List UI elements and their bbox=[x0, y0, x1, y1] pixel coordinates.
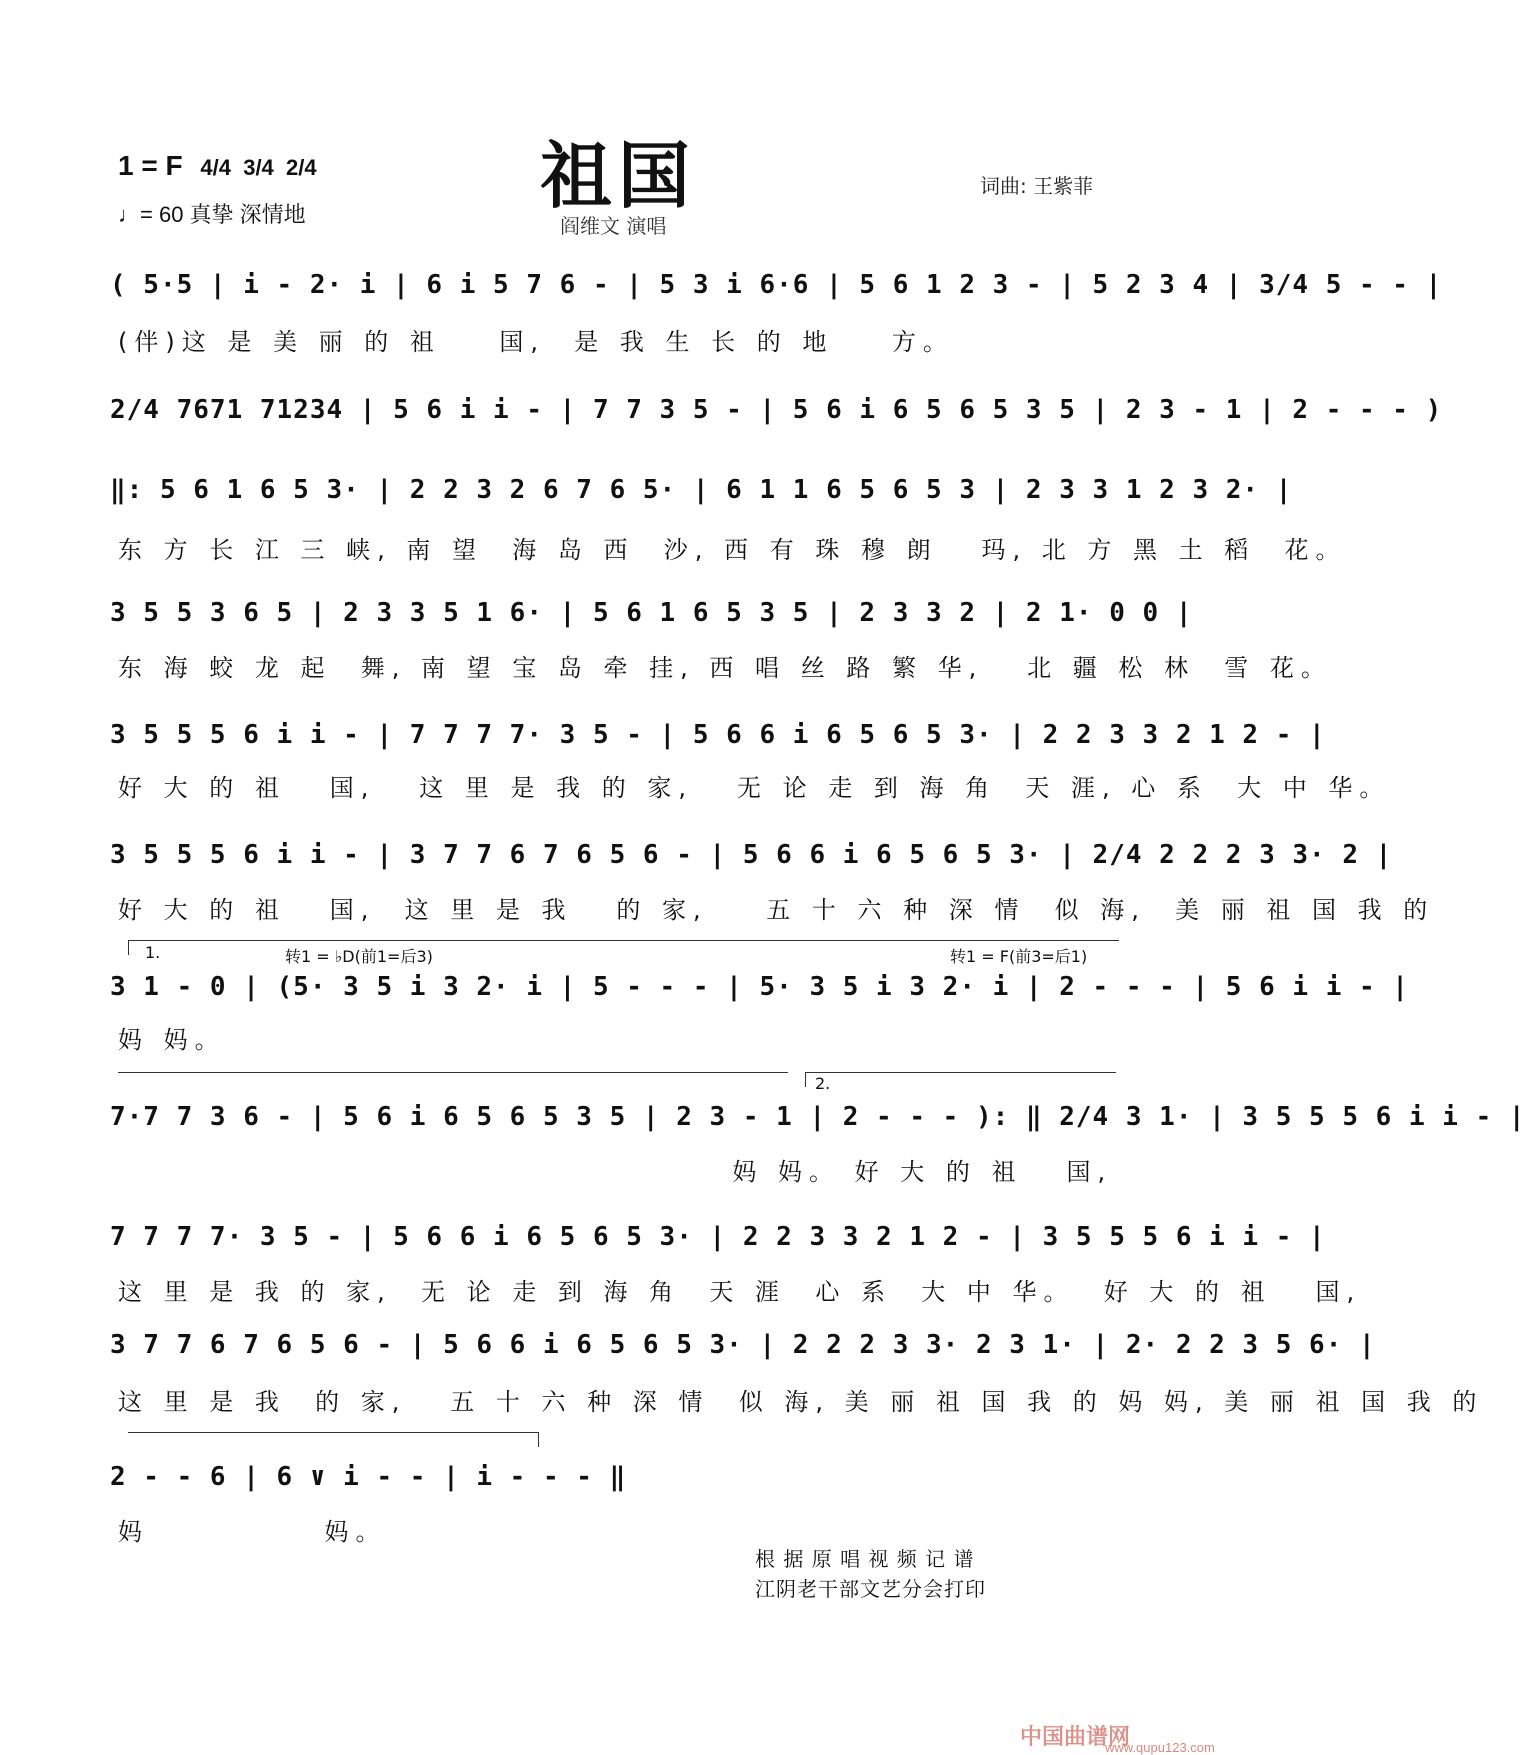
time-signatures: 4/4 3/4 2/4 bbox=[200, 154, 317, 180]
notation-system-8: 7·7 7 3 6 - | 5 6 i 6 5 6 5 3 5 | 2 3 - 1 | 2 - - - ): ‖ 2/4 3 1· | 3 5 5 5 6 i i - | bbox=[110, 1102, 1526, 1132]
lyrics-line-3: 东 方 长 江 三 峡, 南 望 海 岛 西 沙, 西 有 珠 穆 朗 玛, 北 方 黑 土 稻 花。 bbox=[118, 536, 1347, 564]
volta-bracket-2 bbox=[805, 1072, 1116, 1087]
lyrics-line-9: 这 里 是 我 的 家, 无 论 走 到 海 角 天 涯 心 系 大 中 华。 好 大 的 祖 国, bbox=[118, 1278, 1362, 1306]
notation-system-9: 7 7 7 7· 3 5 - | 5 6 6 i 6 5 6 5 3· | 2 2 3 3 2 1 2 - | 3 5 5 5 6 i i - | bbox=[110, 1222, 1326, 1252]
lyrics-line-11: 妈 妈。 bbox=[118, 1518, 387, 1546]
singer-credit: 阎维文 演唱 bbox=[560, 214, 667, 238]
footer-line-1: 根 据 原 唱 视 频 记 谱 bbox=[755, 1547, 975, 1571]
lyrics-line-1: (伴)这 是 美 丽 的 祖 国, 是 我 生 长 的 地 方。 bbox=[118, 328, 954, 356]
notation-system-2: 2/4 7671 71234 | 5 6 i i - | 7 7 3 5 - | 5 6 i 6 5 6 5 3 5 | 2 3 - 1 | 2 - - - ) bbox=[110, 395, 1443, 425]
volta-label-1: 1. bbox=[145, 943, 161, 962]
lyrics-line-5: 好 大 的 祖 国, 这 里 是 我 的 家, 无 论 走 到 海 角 天 涯, 心 系 大 中 华。 bbox=[118, 774, 1391, 802]
lyrics-line-6: 好 大 的 祖 国, 这 里 是 我 的 家, 五 十 六 种 深 情 似 海, 美 丽 祖 国 我 的 bbox=[118, 896, 1435, 924]
lyrics-line-8: 妈 妈。 好 大 的 祖 国, bbox=[118, 1158, 1113, 1186]
notation-system-1: ( 5·5 | i - 2· i | 6 i 5 7 6 - | 5 3 i 6·6 | 5 6 1 2 3 - | 5 2 3 4 | 3/4 5 - - | bbox=[110, 270, 1443, 300]
tempo-marking: ♩= 60 真挚 深情地 bbox=[118, 202, 306, 227]
modulation-mark-2: 转1 = F(前3=后1) bbox=[950, 947, 1088, 966]
volta-continuation bbox=[118, 1072, 788, 1087]
key-signature: 1 = F 4/4 3/4 2/4 bbox=[118, 150, 317, 181]
notation-system-5: 3 5 5 5 6 i i - | 7 7 7 7· 3 5 - | 5 6 6 i 6 5 6 5 3· | 2 2 3 3 2 1 2 - | bbox=[110, 720, 1326, 750]
lyrics-line-7: 妈 妈。 bbox=[118, 1026, 226, 1054]
final-bracket bbox=[128, 1432, 539, 1447]
watermark-url: www.qupu123.com bbox=[1105, 1740, 1215, 1755]
footer-line-2: 江阴老干部文艺分会打印 bbox=[755, 1577, 986, 1601]
lyrics-line-4: 东 海 蛟 龙 起 舞, 南 望 宝 岛 牵 挂, 西 唱 丝 路 繁 华, 北 疆 松 林 雪 花。 bbox=[118, 654, 1332, 682]
notation-system-4: 3 5 5 3 6 5 | 2 3 3 5 1 6· | 5 6 1 6 5 3 5 | 2 3 3 2 | 2 1· 0 0 | bbox=[110, 598, 1193, 628]
modulation-mark-1: 转1 = ♭D(前1=后3) bbox=[285, 947, 433, 966]
notation-system-11: 2 - - 6 | 6 ∨ i - - | i - - - ‖ bbox=[110, 1462, 627, 1492]
notation-system-7: 3 1 - 0 | (5· 3 5 i 3 2· i | 5 - - - | 5· 3 5 i 3 2· i | 2 - - - | 5 6 i i - | bbox=[110, 972, 1409, 1002]
footer-notes bbox=[755, 1544, 986, 1604]
page-title: 祖国 bbox=[540, 133, 697, 218]
watermark-logo: 中国曲谱网 bbox=[1020, 1725, 1131, 1750]
volta-label-2: 2. bbox=[815, 1074, 831, 1093]
notation-system-6: 3 5 5 5 6 i i - | 3 7 7 6 7 6 5 6 - | 5 6 6 i 6 5 6 5 3· | 2/4 2 2 2 3 3· 2 | bbox=[110, 840, 1393, 870]
notation-system-3: ‖: 5 6 1 6 5 3· | 2 2 3 2 6 7 6 5· | 6 1 1 6 5 6 5 3 | 2 3 3 1 2 3 2· | bbox=[110, 475, 1293, 505]
composer-credit: 词曲: 王紫菲 bbox=[980, 174, 1094, 198]
lyrics-line-10: 这 里 是 我 的 家, 五 十 六 种 深 情 似 海, 美 丽 祖 国 我 的 妈 妈, 美 丽 祖 国 我 的 bbox=[118, 1388, 1484, 1416]
notation-system-10: 3 7 7 6 7 6 5 6 - | 5 6 6 i 6 5 6 5 3· | 2 2 2 3 3· 2 3 1· | 2· 2 2 3 5 6· | bbox=[110, 1330, 1376, 1360]
